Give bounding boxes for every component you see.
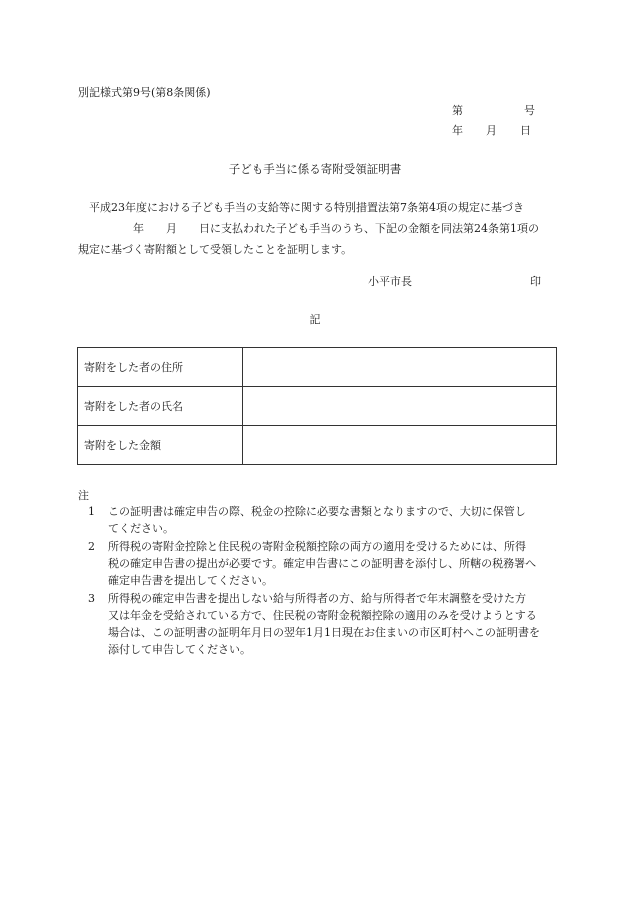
row-label-name: 寄附をした者の氏名 [78,387,243,426]
record-heading: 記 [309,313,321,326]
note-text [96,538,558,589]
statement-line: 規定に基づく寄附額として受領したことを証明します。 [78,243,353,256]
row-label-amount: 寄附をした金額 [78,426,243,465]
note-number: 2 [88,540,95,553]
note-number: 3 [88,592,95,605]
note-line: 添付して申告してください。 [108,643,251,656]
note-line: 所得税の確定申告書を提出しない給与所得者の方、給与所得者で年末調整を受けた方 [108,592,526,605]
note-text [96,590,558,658]
note-line: 確定申告書を提出してください。 [108,574,273,587]
date-month: 月 [486,124,497,137]
note-item [78,538,558,589]
number-prefix: 第 [452,104,463,117]
issuer-mayor: 小平市長 [368,275,412,288]
document-title: 子ども手当に係る寄附受領証明書 [228,162,402,176]
number-suffix: 号 [524,104,535,117]
note-line: 税の確定申告書の提出が必要です。確定申告書にこの証明書を添付し、所轄の税務署へ [108,557,537,570]
donation-table [77,347,557,465]
row-value-address[interactable] [243,348,557,387]
note-line: てください。 [108,522,174,535]
table-row [78,387,557,426]
date-day: 日 [520,124,531,137]
table-row [78,348,557,387]
note-number: 1 [88,505,95,518]
note-text [96,503,558,537]
certification-statement [78,197,558,260]
date-year: 年 [452,124,463,137]
note-line: 所得税の寄附金控除と住民税の寄附金税額控除の両方の適用を受けるためには、所得 [108,540,526,553]
row-value-amount[interactable] [243,426,557,465]
seal-mark: 印 [530,275,541,288]
statement-line: 年 月 日に支払われた子ども手当のうち、下記の金額を同法第24条第1項の [78,222,539,235]
table-row [78,426,557,465]
note-line: この証明書は確定申告の際、税金の控除に必要な書類となりますので、大切に保管し [108,505,526,518]
statement-line: 平成23年度における子ども手当の支給等に関する特別措置法第7条第4項の規定に基づき [78,201,524,214]
notes-list [78,503,558,659]
notes-heading: 注 [78,489,89,502]
row-label-address: 寄附をした者の住所 [78,348,243,387]
form-label: 別記様式第9号(第8条関係) [78,86,211,99]
note-item [78,590,558,658]
note-line: 又は年金を受給されている方で、住民税の寄附金税額控除の適用のみを受けようとする [108,609,537,622]
note-line: 場合は、この証明書の証明年月日の翌年1月1日現在お住まいの市区町村へこの証明書を [108,626,540,639]
note-item [78,503,558,537]
row-value-name[interactable] [243,387,557,426]
